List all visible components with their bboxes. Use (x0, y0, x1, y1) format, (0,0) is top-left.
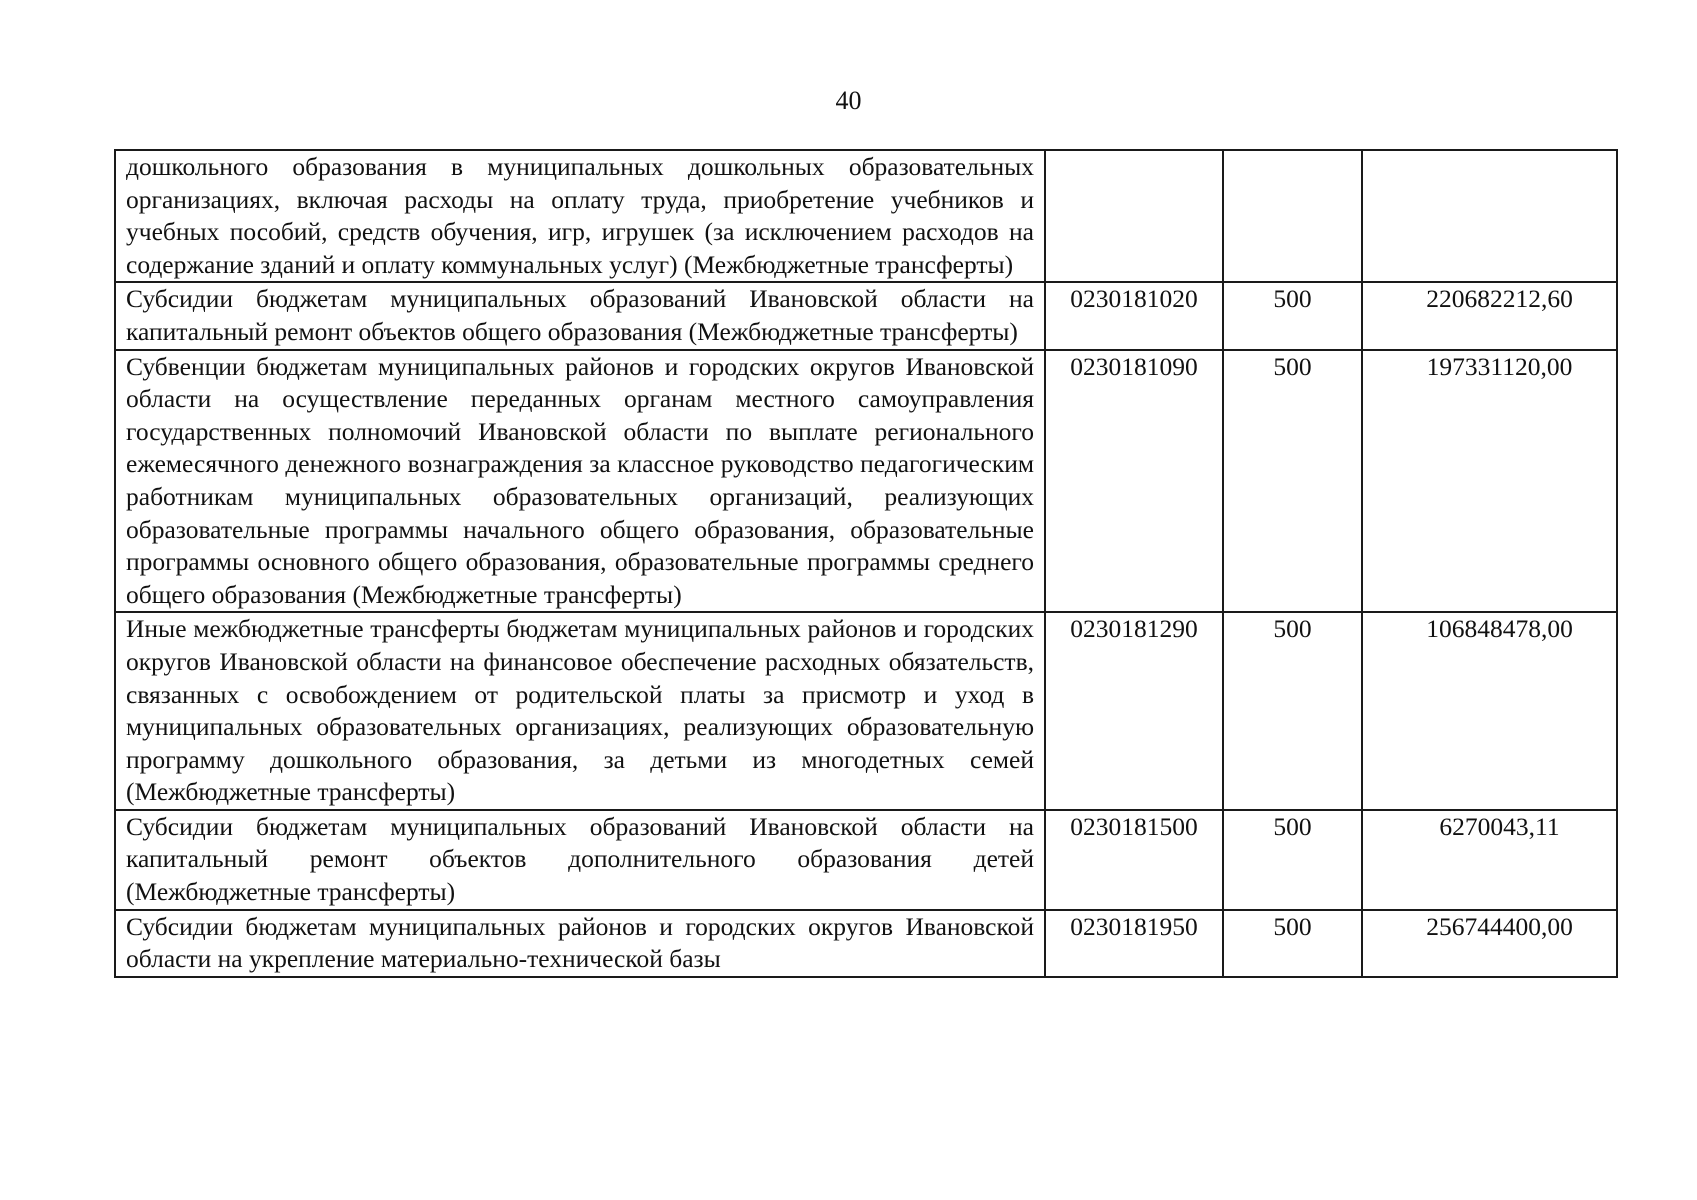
type-cell: 500 (1223, 350, 1362, 613)
table-row (115, 282, 1617, 349)
amount-cell: 220682212,60 (1362, 282, 1617, 349)
type-cell: 500 (1223, 910, 1362, 977)
description-cell: дошкольного образования в муниципальных дошкольных образовательных организациях, включая расходы на оплату труда, приобретение учебников и учебных пособий, средств обучения, игр, игрушек (за исключением расходов на содержание зданий и оплату коммунальных услуг) (Межбюджетные трансферты) (115, 150, 1045, 282)
amount-cell: 106848478,00 (1362, 612, 1617, 810)
code-cell (1045, 150, 1223, 282)
type-cell: 500 (1223, 810, 1362, 910)
amount-cell: 6270043,11 (1362, 810, 1617, 910)
code-cell: 0230181500 (1045, 810, 1223, 910)
description-cell: Иные межбюджетные трансферты бюджетам муниципальных районов и городских округов Ивановской области на финансовое обеспечение расходных обязательств, связанных с освобождением от родительской платы за присмотр и уход в муниципальных образовательных организациях, реализующих образовательную программу дошкольного образования, за детьми из многодетных семей (Межбюджетные трансферты) (115, 612, 1045, 810)
description-cell: Субвенции бюджетам муниципальных районов и городских округов Ивановской области на осуществление переданных органам местного самоуправления государственных полномочий Ивановской области по выплате регионального ежемесячного денежного вознаграждения за классное руководство педагогическим работникам муниципальных образовательных организаций, реализующих образовательные программы начального общего образования, образовательные программы основного общего образования, образовательные программы среднего общего образования (Межбюджетные трансферты) (115, 350, 1045, 613)
table-row (115, 350, 1617, 613)
table-row (115, 612, 1617, 810)
table-row (115, 150, 1617, 282)
code-cell: 0230181090 (1045, 350, 1223, 613)
budget-table (114, 149, 1618, 978)
code-cell: 0230181290 (1045, 612, 1223, 810)
amount-cell (1362, 150, 1617, 282)
table-row (115, 910, 1617, 977)
description-cell: Субсидии бюджетам муниципальных образований Ивановской области на капитальный ремонт объектов общего образования (Межбюджетные трансферты) (115, 282, 1045, 349)
type-cell: 500 (1223, 612, 1362, 810)
amount-cell: 256744400,00 (1362, 910, 1617, 977)
type-cell (1223, 150, 1362, 282)
type-cell: 500 (1223, 282, 1362, 349)
description-cell: Субсидии бюджетам муниципальных образований Ивановской области на капитальный ремонт объектов дополнительного образования детей (Межбюджетные трансферты) (115, 810, 1045, 910)
table-row (115, 810, 1617, 910)
code-cell: 0230181950 (1045, 910, 1223, 977)
page-number: 40 (835, 86, 862, 115)
code-cell: 0230181020 (1045, 282, 1223, 349)
amount-cell: 197331120,00 (1362, 350, 1617, 613)
description-cell: Субсидии бюджетам муниципальных районов и городских округов Ивановской области на укрепление материально-технической базы (115, 910, 1045, 977)
